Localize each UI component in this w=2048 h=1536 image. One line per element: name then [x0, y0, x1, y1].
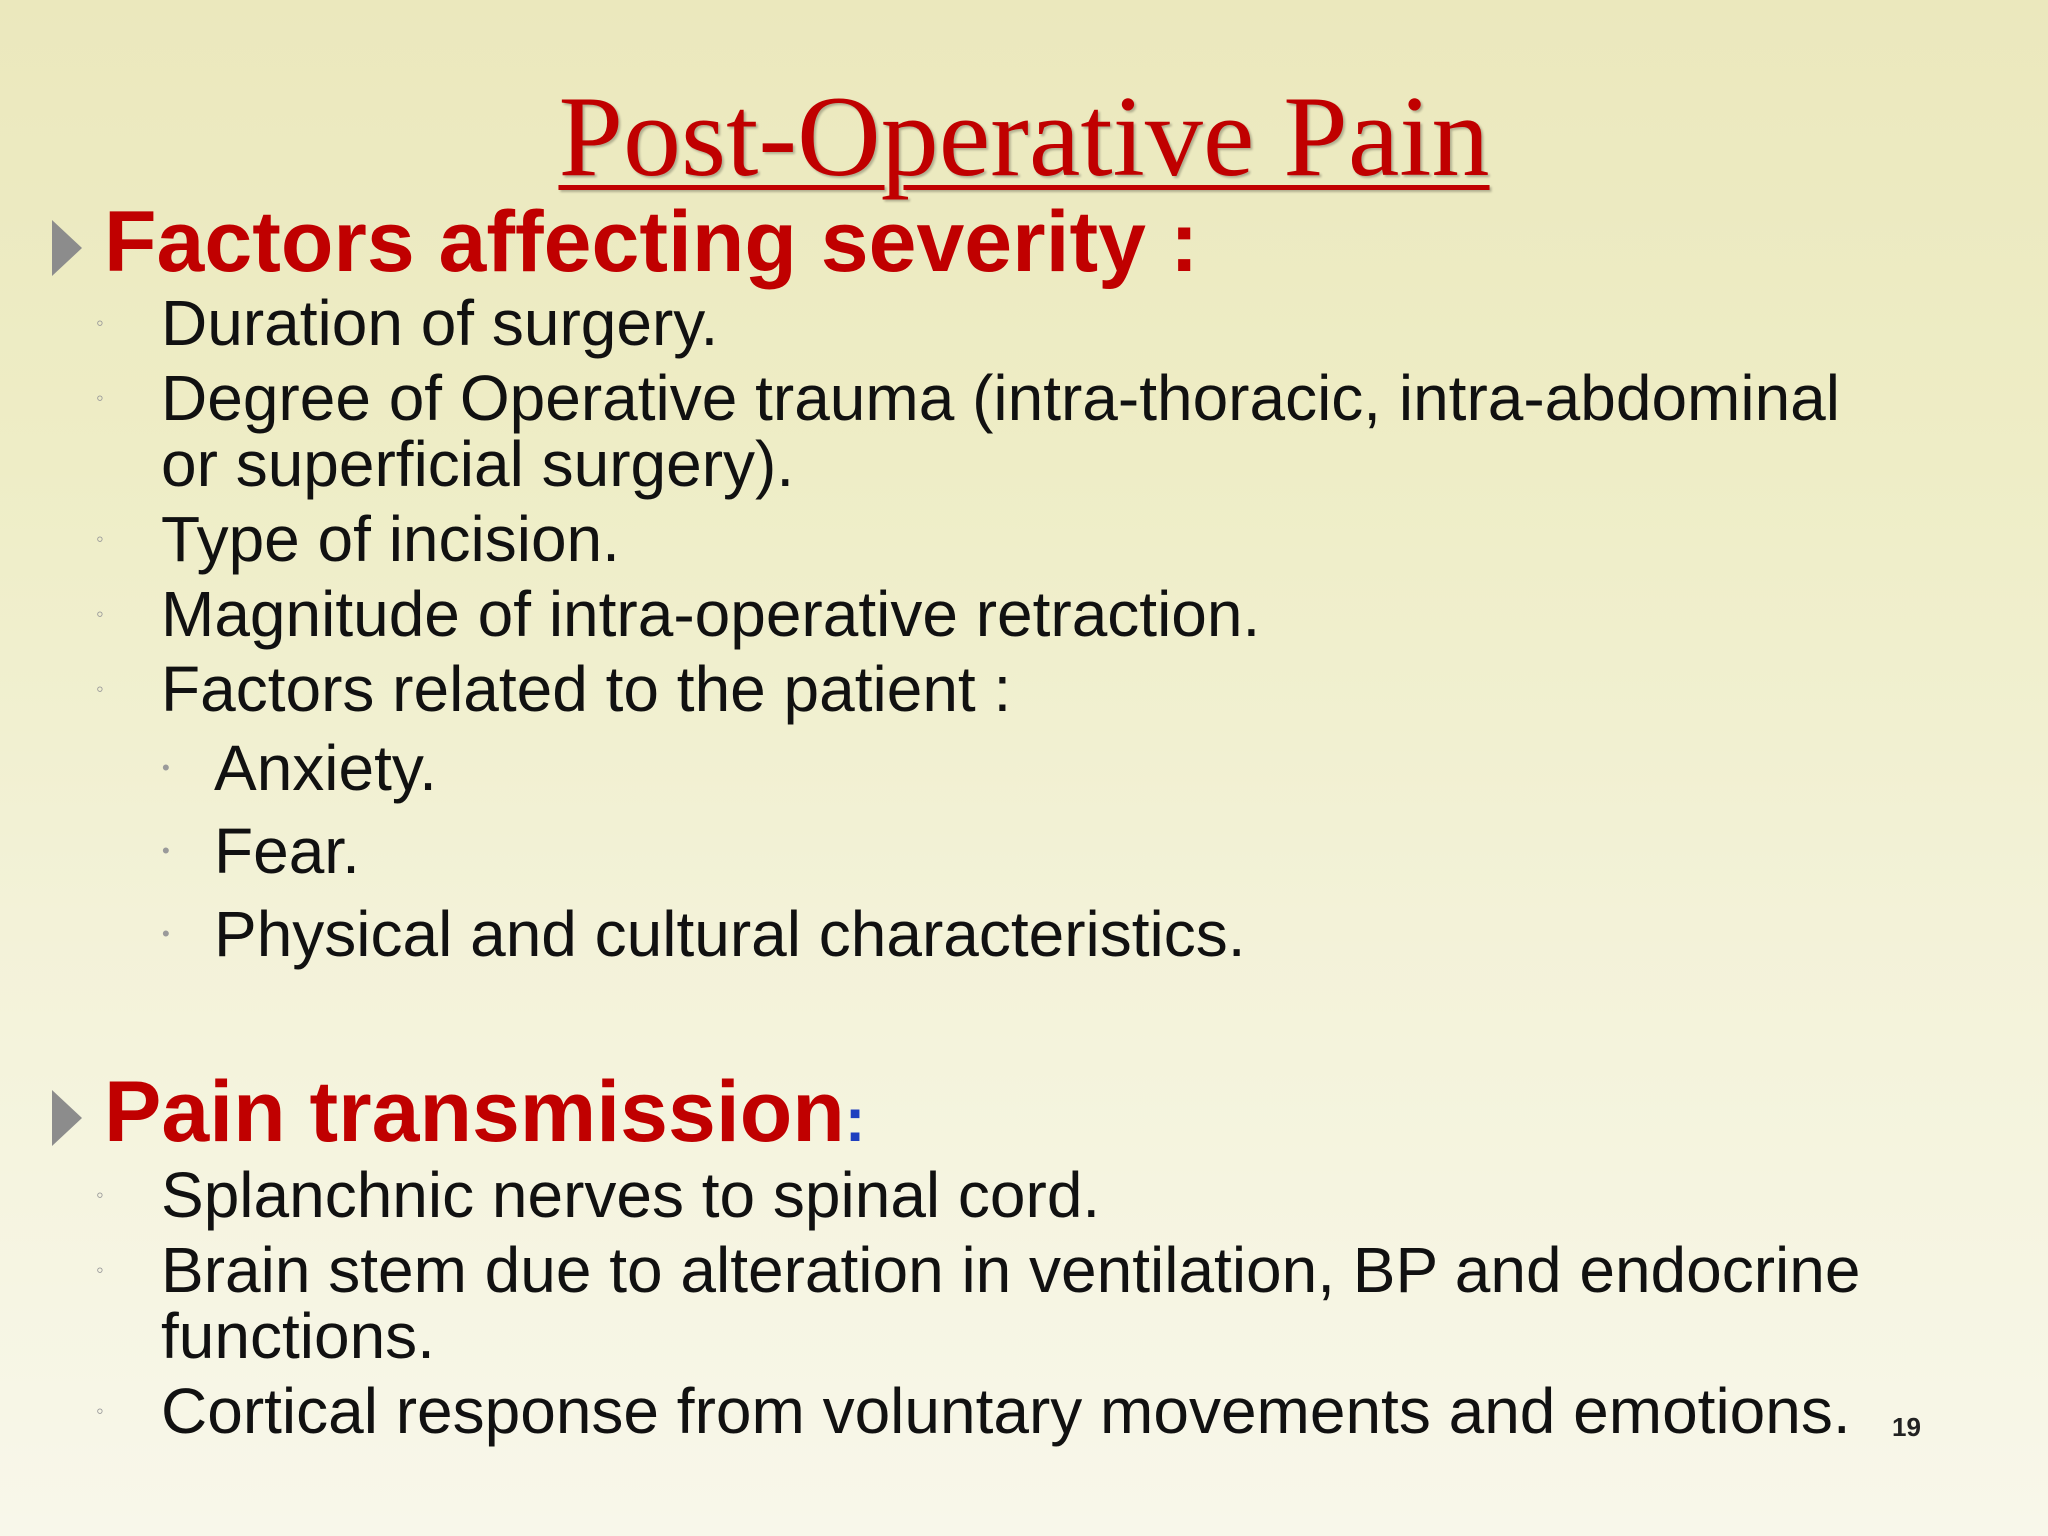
slide-title-text: Post-Operative Pain: [558, 73, 1490, 201]
section-pain-transmission: [0, 1066, 2048, 1453]
triangle-bullet-icon: [52, 1090, 82, 1146]
list-item: [0, 362, 1850, 500]
triangle-bullet-icon: [52, 220, 82, 276]
list-item: [0, 578, 1850, 650]
dot-bullet-icon: •: [162, 921, 170, 946]
section-heading: [0, 1066, 2048, 1158]
list-item-text: Magnitude of intra-operative retraction.: [161, 578, 1261, 650]
hollow-bullet-icon: ◦: [96, 601, 104, 626]
hollow-bullet-icon: ◦: [96, 1257, 104, 1282]
list-item-text: Degree of Operative trauma (intra-thoracic, intra-abdominal or superficial surgery).: [161, 362, 1840, 500]
section-factors: [0, 196, 2048, 984]
section-heading: [0, 196, 2048, 288]
sub-list-item-text: Anxiety.: [214, 732, 437, 804]
list-item: [0, 287, 1850, 359]
bullet-list: [0, 1159, 2048, 1447]
list-item: [0, 503, 1850, 575]
hollow-bullet-icon: ◦: [96, 526, 104, 551]
hollow-bullet-icon: ◦: [96, 1398, 104, 1423]
list-item-text: Type of incision.: [161, 503, 620, 575]
hollow-bullet-icon: ◦: [96, 1182, 104, 1207]
list-item: [0, 1234, 1990, 1372]
hollow-bullet-icon: ◦: [96, 676, 104, 701]
sub-list-item: [0, 732, 2048, 804]
section-heading-label: Pain transmission: [104, 1064, 845, 1160]
sub-list-item: [0, 898, 2048, 970]
list-item: [0, 653, 1850, 725]
sub-list-item-text: Fear.: [214, 815, 360, 887]
dot-bullet-icon: •: [162, 755, 170, 780]
list-item-text: Splanchnic nerves to spinal cord.: [161, 1159, 1101, 1231]
list-item-text: Cortical response from voluntary movements and emotions.: [161, 1375, 1851, 1447]
sub-list-item: [0, 815, 2048, 887]
hollow-bullet-icon: ◦: [96, 310, 104, 335]
section-heading-text: [104, 1066, 865, 1167]
dot-bullet-icon: •: [162, 838, 170, 863]
sub-list-item-text: Physical and cultural characteristics.: [214, 898, 1246, 970]
list-item: [0, 1159, 1850, 1231]
section-heading-colon: :: [844, 1086, 866, 1155]
list-item-text: Factors related to the patient :: [161, 653, 1012, 725]
list-item-text: Duration of surgery.: [161, 287, 719, 359]
section-heading-text: Factors affecting severity :: [104, 194, 1199, 290]
list-item: [0, 1375, 1990, 1447]
bullet-list: [0, 287, 2048, 970]
hollow-bullet-icon: ◦: [96, 385, 104, 410]
page-number: 19: [1892, 1412, 1921, 1442]
slide-title: [0, 72, 2048, 202]
list-item-text: Brain stem due to alteration in ventilation, BP and endocrine functions.: [161, 1234, 1861, 1372]
